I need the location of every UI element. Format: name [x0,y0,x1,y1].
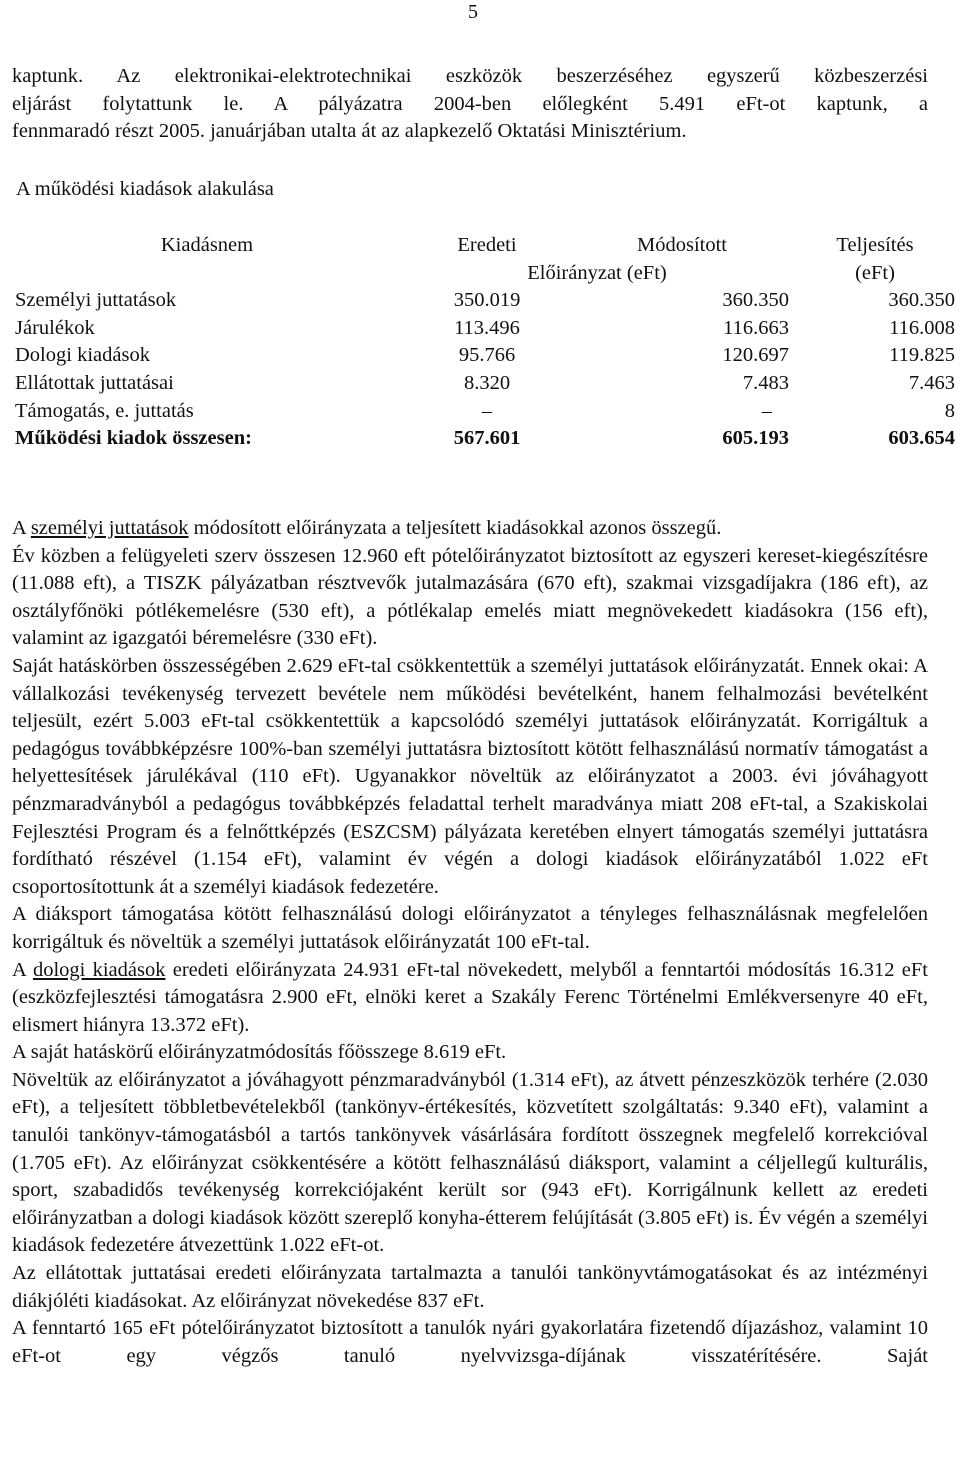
paragraph-personnel [12,515,928,543]
row-label: Támogatás, e. juttatás [15,399,194,422]
paragraph-supervisor: Év közben a felügyeleti szerv összesen 12.960 eft pótelőirányzatot biztosított az egyszeri kereset-kiegészítésre (11.088 eft), a TISZK pályázatban résztvevők jutalmazására (670 eft), szakmai vizsgadíjakra (186 eft), az osztályfőnöki pótlékemelésre (530 eft), a pótlékalap emelés miatt megnövekedett kiadásokra (156 eft), valamint az igazgatói béremelésre (330 eFt). [12,544,928,650]
row-label: Ellátottak juttatásai [15,371,174,394]
header-kiadasnem: Kiadásnem [160,234,254,256]
para1-prefix: A [12,517,31,539]
header-empty [12,260,402,288]
row-modified: 120.697 [722,344,789,367]
table-header-row-1 [12,232,958,260]
table-total-row [12,425,958,453]
row-actual: 8 [944,399,955,422]
row-modified: – [761,399,772,422]
paragraph-increase: Növeltük az előirányzatot a jóváhagyott pénzmaradványból (1.314 eFt), az átvett pénzeszközök terhére (2.030 eFt), a teljesített többletbevételekből (tankönyv-értékesítés, közvetített szolgáltatás: 9.340 eFt), valamint a tanulói tankönyv-támogatásból a tartós tankönyvek vásárlására fordított összegnek megfelelő korrekcióval (1.705 eFt). Az előirányzat csökkentésére a kötött felhasználású diáksport, valamint a céljellegű kulturális, sport, szabadidős tevékenység korrekciójaként került sor (943 eFt). Korrigálnunk kellett az eredeti előirányzatban a dologi kiadások között szereplő konyha-étterem felújítását (3.805 eFt) is. Év végén a személyi kiadások fedezetére átvezettünk 1.022 eFt-ot. [12,1068,928,1257]
row-label: Személyi juttatások [15,289,177,312]
row-actual: 116.008 [889,316,955,339]
total-modified: 605.193 [722,427,789,450]
expense-table [12,232,958,453]
body-text [12,515,928,1370]
row-actual: 7.463 [908,371,955,394]
table-row [12,342,958,370]
para5-suffix: eredeti előirányzata 24.931 eFt-tal növekedett, melyből a fenntartói módosítás 16.312 eFt (eszközfejlesztési támogatásra 2.900 eFt, elnöki keret a Szakály Ferenc Történelmi Emlékversenyre 40 eFt, elismert hiányra 13.372 eFt). [12,958,928,1036]
row-original: 350.019 [453,289,521,312]
row-original: 113.496 [454,316,520,339]
page-number: 5 [468,1,478,23]
row-modified: 116.663 [723,316,789,339]
row-label: Dologi kiadások [15,344,150,367]
section-title: A működési kiadások alakulása [16,178,274,200]
total-label: Működési kiadok összesen: [15,427,252,450]
header-eredeti: Eredeti [457,234,517,256]
paragraph-own-authority: Saját hatáskörben összességében 2.629 eFt-tal csökkentettük a személyi juttatások előirányzatát. Ennek okai: A vállalkozási tevékenység tervezett bevétele nem működési bevételként, hanem felhalmozási bevételként teljesült, ezért 5.003 eFt-tal csökkentettük a kapcsolódó személyi juttatások előirányzatát. Korrigáltuk a pedagógus továbbképzésre 100%-ban személyi juttatásra biztosított kötött felhasználású normatív támogatást a helyettesítések járulékával (110 eFt). Ugyanakkor növeltük az előirányzatot a 2003. évi jóváhagyott pénzmaradványból a pedagógus továbbképzés feladattal terhelt maradványa miatt 208 eFt-tal, a Szakiskolai Fejlesztési Program és a felnőttképzés (ESZCSM) pályázata keretében elnyert támogatás személyi juttatásra fordítható részével (1.154 eFt), valamint év végén a dologi kiadások előirányzatából 1.022 eFt csoportosítottunk át a személyi kiadások fedezetére. [12,654,928,898]
paragraph-maintainer: A fenntartó 165 eFt pótelőirányzatot biztosított a tanulók nyári gyakorlatára fizetendő díjazáshoz, valamint 10 eFt-ot egy végzős tanuló nyelvvizsga-díjának visszatérítésére. Saját [12,1317,928,1367]
total-original: 567.601 [453,427,521,450]
table-row [12,315,958,343]
table-row [12,370,958,398]
para5-underlined: dologi kiadások [32,958,166,981]
intro-line-1: kaptunk. Az elektronikai-elektrotechnikai eszközök beszerzéséhez egyszerű közbeszerzési [12,65,928,87]
table-row [12,287,958,315]
para1-suffix: módosított előirányzata a teljesített kiadásokkal azonos összegű. [188,517,722,539]
paragraph-material-expenses [12,957,928,1040]
header-teljesites: Teljesítés [836,234,914,256]
header-modositott: Módosított [637,234,727,256]
paragraph-total-modification: A saját hatáskörű előirányzatmódosítás főösszege 8.619 eFt. [12,1041,507,1064]
para1-underlined: személyi juttatások [30,517,189,539]
paragraph-student-sport: A diáksport támogatása kötött felhasználású dologi előirányzatot a tényleges felhasználásnak megfelelően korrigáltuk és növeltük a személyi juttatások előirányzatát 100 eFt-tal. [12,903,928,953]
intro-line-3: fennmaradó részt 2005. januárjában utalta át az alapkezelő Oktatási Minisztérium. [12,120,687,143]
intro-paragraph [12,63,928,146]
intro-line-2: eljárást folytattunk le. A pályázatra 2004-ben előlegként 5.491 eFt-ot kaptunk, a [12,92,928,115]
header-eft: (eFt) [855,261,895,284]
row-actual: 360.350 [888,289,955,312]
paragraph-benefits: Az ellátottak juttatásai eredeti előirányzata tartalmazta a tanulói tankönyvtámogatásokat és az intézményi diákjóléti kiadásokat. Az előirányzat növekedése 837 eFt. [12,1262,928,1312]
para5-prefix: A [12,958,33,981]
row-original: 8.320 [463,371,511,394]
table-row [12,398,958,426]
row-label: Járulékok [15,316,95,339]
table-header-row-2 [12,260,958,288]
row-modified: 360.350 [722,289,789,312]
header-eloiranyzat: Előirányzat (eFt) [527,261,667,284]
row-actual: 119.825 [889,344,955,367]
row-original: 95.766 [458,344,516,367]
row-modified: 7.483 [742,371,789,394]
row-original: – [481,399,493,422]
total-actual: 603.654 [888,427,955,450]
